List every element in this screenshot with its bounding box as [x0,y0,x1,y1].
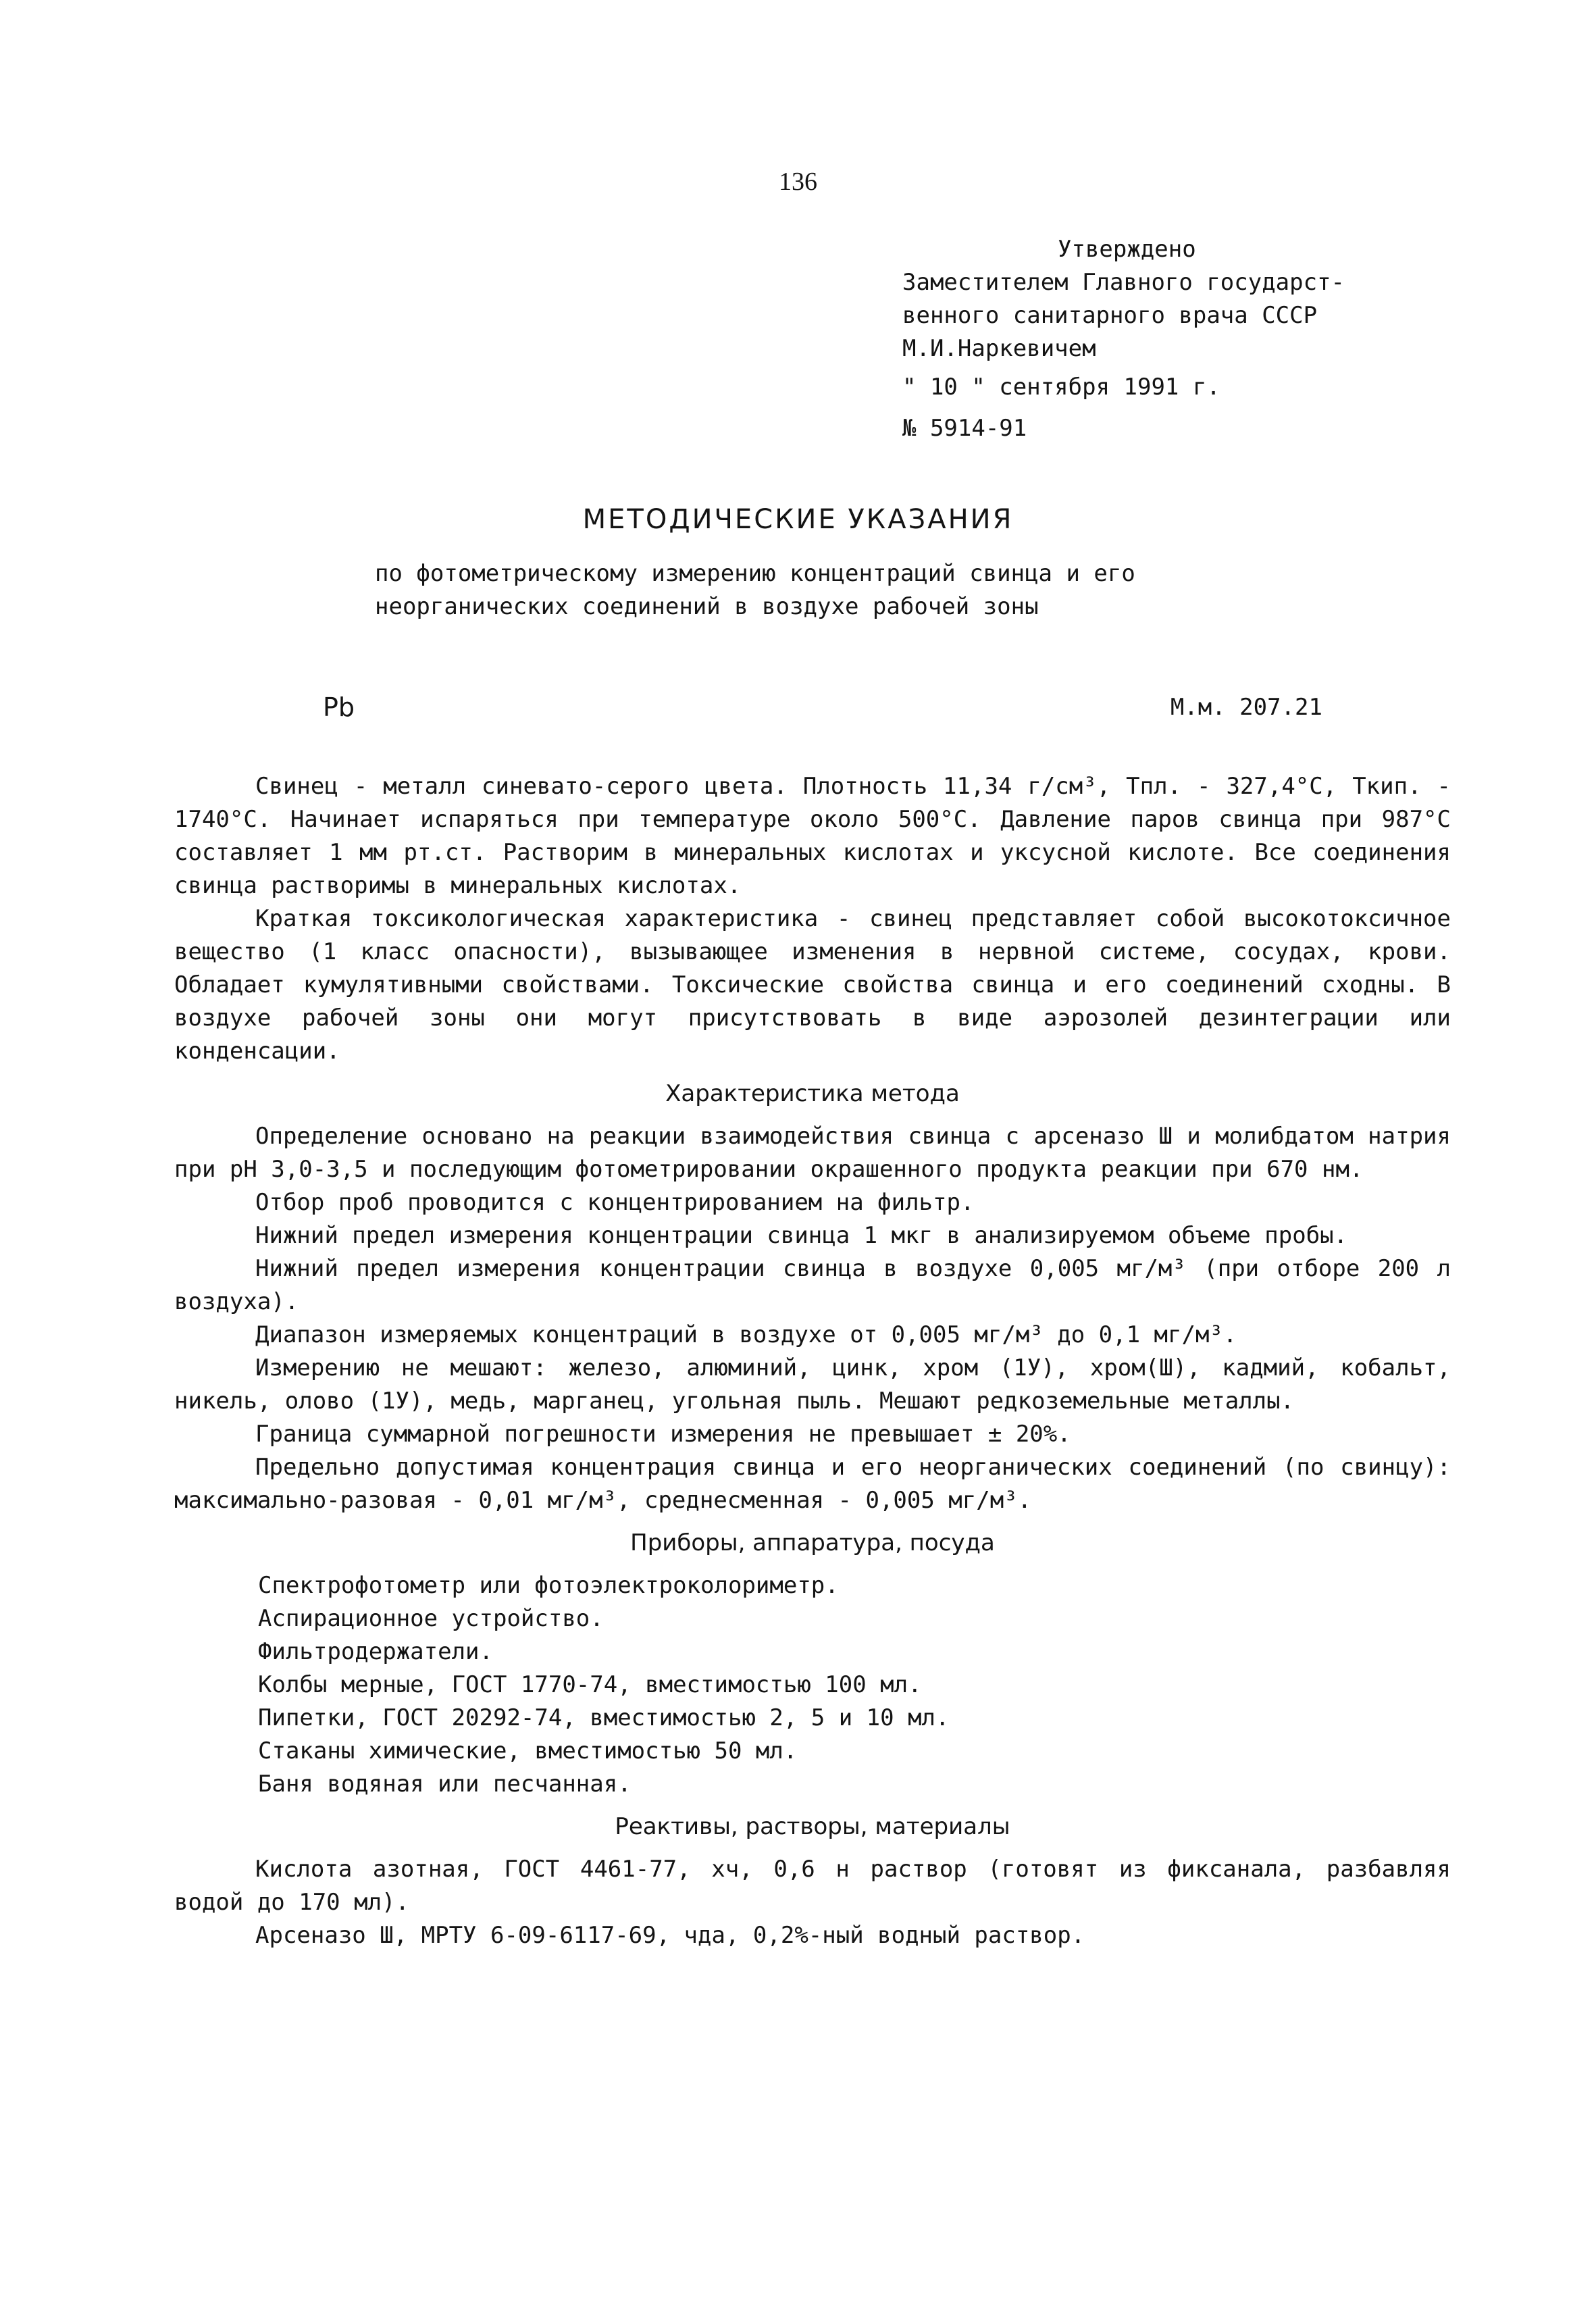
method-paragraph: Нижний предел измерения концентрации свинца в воздухе 0,005 мг/м³ (при отборе 200 л воздуха). [174,1255,1451,1315]
list-item: Стаканы химические, вместимостью 50 мл. [258,1737,798,1764]
method-paragraph: Определение основано на реакции взаимодействия свинца с арсеназо Ш и молибдатом натрия при pH 3,0-3,5 и последующим фотометрировании окрашенного продукта реакции при 670 нм. [174,1123,1451,1183]
section-heading-equipment: Приборы, аппаратура, посуда [630,1529,995,1556]
chemical-formula: Pb [323,692,355,722]
document-title: МЕТОДИЧЕСКИЕ УКАЗАНИЯ [582,504,1014,535]
document-body [174,770,1451,1952]
approval-number: № 5914-91 [902,415,1027,442]
approval-line: венного санитарного врача СССР [902,302,1318,329]
list-item: Баня водяная или песчанная. [258,1771,632,1798]
formula-line [323,691,1322,724]
document-subtitle [375,557,1388,624]
section-heading-method: Характеристика метода [665,1080,960,1107]
list-item: Фильтродержатели. [258,1638,493,1665]
list-item: Аспирационное устройство. [258,1605,604,1632]
approval-line: Заместителем Главного государст- [902,269,1345,296]
subtitle-line: неорганических соединений в воздухе рабочей зоны [375,593,1039,620]
list-item: Спектрофотометр или фотоэлектроколориметр. [258,1572,839,1599]
approval-signatory: М.И.Наркевичем [902,335,1096,362]
reagent-paragraph: Арсеназо Ш, МРТУ 6-09-6117-69, чда, 0,2%-ный водный раствор. [255,1922,1085,1949]
method-paragraph: Диапазон измеряемых концентраций в воздухе от 0,005 мг/м³ до 0,1 мг/м³. [255,1321,1237,1348]
toxicology-paragraph: Краткая токсикологическая характеристика - свинец представляет собой высокотоксичное вещество (1 класс опасности), вызывающее изменения в нервной системе, сосудах, крови. Обладает кумулятивными свойствами. Токсические свойства свинца и его соединений сходны. В воздухе рабочей зоны они могут присутствовать в виде аэрозолей дезинтеграции или конденсации. [174,905,1451,1065]
equipment-list [258,1569,1451,1801]
method-paragraph: Отбор проб проводится с концентрированием на фильтр. [255,1189,975,1216]
method-paragraph: Предельно допустимая концентрация свинца и его неорганических соединений (по свинцу): максимально-разовая - 0,01 мг/м³, среднесменная - 0,005 мг/м³. [174,1454,1451,1514]
intro-paragraph: Свинец - металл синевато-серого цвета. Плотность 11,34 г/см³, Тпл. - 327,4°С, Ткип. - 1740°С. Начинает испаряться при температуре около 500°С. Давление паров свинца при 987°С составляет 1 мм рт.ст. Растворим в минеральных кислотах и уксусной кислоте. Все соединения свинца растворимы в минеральных кислотах. [174,773,1451,899]
method-paragraph: Измерению не мешают: железо, алюминий, цинк, хром (1У), хром(Ш), кадмий, кобальт, никель, олово (1У), медь, марганец, угольная пыль. Мешают редкоземельные металлы. [174,1354,1451,1415]
method-paragraph: Граница суммарной погрешности измерения не превышает ± 20%. [255,1421,1071,1448]
list-item: Пипетки, ГОСТ 20292-74, вместимостью 2, 5 и 10 мл. [258,1704,950,1731]
subtitle-line: по фотометрическому измерению концентраций свинца и его [375,560,1135,587]
list-item: Колбы мерные, ГОСТ 1770-74, вместимостью 100 мл. [258,1671,922,1698]
section-heading-reagents: Реактивы, растворы, материалы [615,1813,1010,1840]
method-paragraph: Нижний предел измерения концентрации свинца 1 мкг в анализируемом объеме пробы. [255,1222,1348,1249]
page-number: 136 [779,168,817,196]
approval-date: " 10 " сентября 1991 г. [902,374,1220,401]
approval-block [902,233,1510,445]
reagent-paragraph: Кислота азотная, ГОСТ 4461-77, хч, 0,6 н раствор (готовят из фиксанала, разбавляя водой до 170 мл). [174,1856,1451,1916]
approval-heading: Утверждено [1058,236,1196,263]
molecular-mass: М.м. 207.21 [1170,694,1322,721]
